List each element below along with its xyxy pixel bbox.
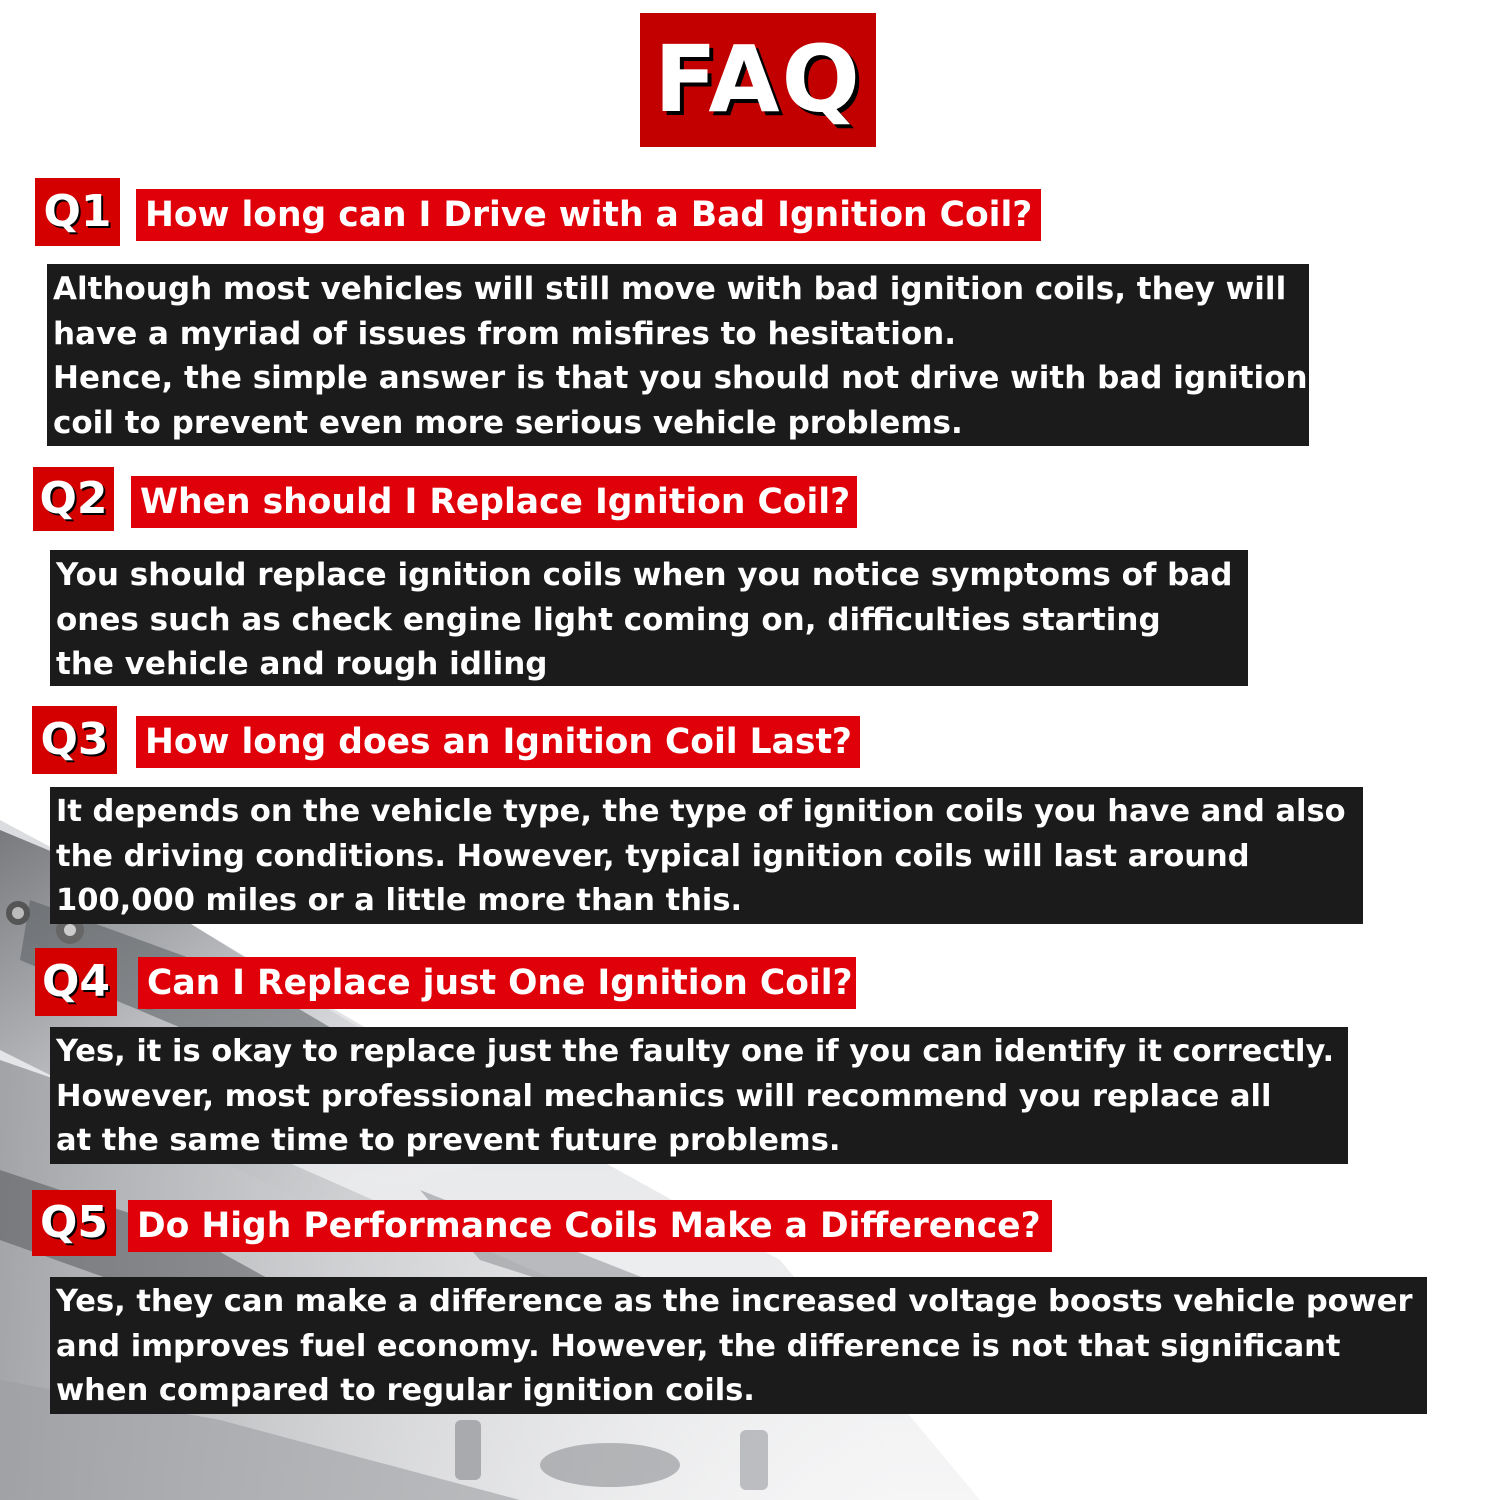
answer-line: However, most professional mechanics will recommend you replace all <box>56 1078 1272 1114</box>
answer-box <box>47 264 1309 446</box>
answer-line: You should replace ignition coils when you notice symptoms of bad <box>56 557 1233 593</box>
answer-line: Yes, they can make a difference as the increased voltage boosts vehicle power <box>56 1284 1413 1319</box>
question-heading: Do High Performance Coils Make a Difference? <box>128 1200 1052 1252</box>
question-number-badge: Q1 <box>35 178 120 246</box>
answer-line: Yes, it is okay to replace just the faulty one if you can identify it correctly. <box>56 1034 1335 1069</box>
answer-box <box>50 1277 1427 1414</box>
answer-line: 100,000 miles or a little more than this. <box>56 883 743 918</box>
answer-line: It depends on the vehicle type, the type of ignition coils you have and also <box>56 794 1346 829</box>
question-heading: When should I Replace Ignition Coil? <box>131 476 857 528</box>
question-number-badge: Q3 <box>32 706 117 774</box>
faq-title-banner <box>640 13 876 147</box>
answer-line: ones such as check engine light coming on, difficulties starting <box>56 601 1161 638</box>
question-heading: Can I Replace just One Ignition Coil? <box>138 957 856 1009</box>
answer-box <box>50 550 1248 686</box>
answer-line: when compared to regular ignition coils. <box>56 1373 755 1408</box>
answer-line: the driving conditions. However, typical ignition coils will last around <box>56 838 1250 874</box>
answer-line: Although most vehicles will still move with bad ignition coils, they will <box>53 271 1287 307</box>
answer-box <box>50 1027 1348 1164</box>
faq-title: FAQ <box>654 26 862 133</box>
question-heading: How long does an Ignition Coil Last? <box>136 716 860 768</box>
answer-line: coil to prevent even more serious vehicle problems. <box>53 404 963 441</box>
question-heading: How long can I Drive with a Bad Ignition Coil? <box>136 189 1041 241</box>
question-number-badge: Q4 <box>35 948 117 1016</box>
answer-line: have a myriad of issues from misfires to hesitation. <box>53 315 956 352</box>
answer-line: at the same time to prevent future problems. <box>56 1123 841 1158</box>
answer-box <box>50 787 1363 924</box>
question-number-badge: Q5 <box>32 1190 116 1256</box>
answer-line: Hence, the simple answer is that you should not drive with bad ignition <box>53 360 1308 396</box>
answer-line: and improves fuel economy. However, the difference is not that significant <box>56 1328 1341 1364</box>
answer-line: the vehicle and rough idling <box>56 646 548 682</box>
question-number-badge: Q2 <box>33 467 114 531</box>
